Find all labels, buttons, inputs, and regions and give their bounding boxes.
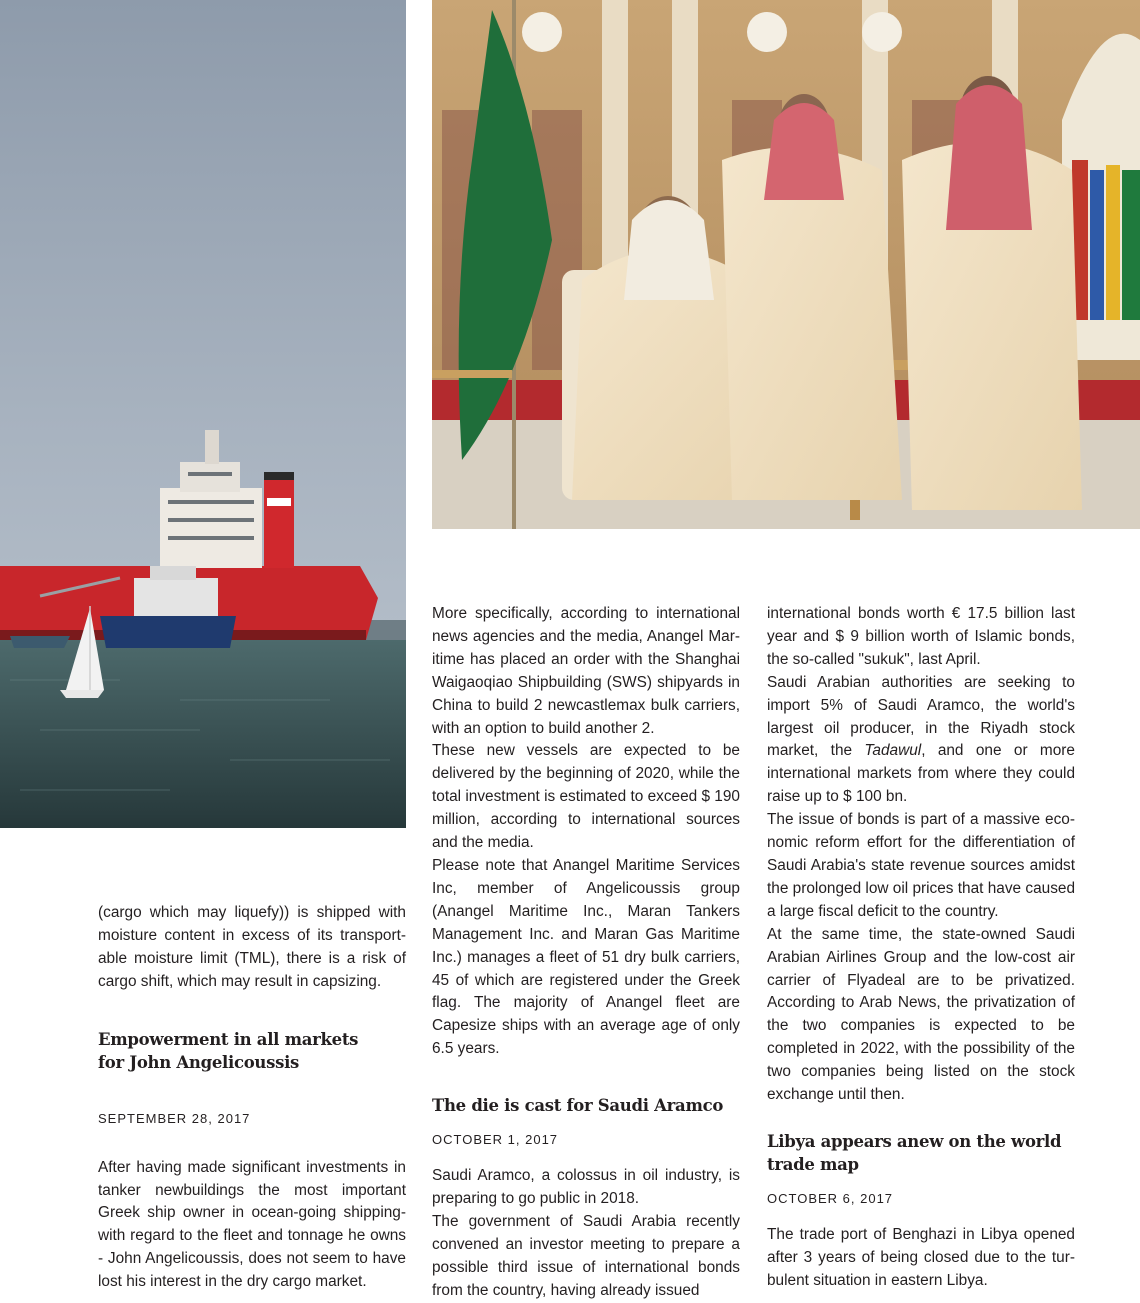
article-body-libya: The trade port of Benghazi in Libya opened after 3 years of being closed due to the turbulent situation in eastern Libya. (767, 1225, 1075, 1289)
article-date-angelicoussis: SEPTEMBER 28, 2017 (98, 1110, 251, 1126)
paragraph-aramco-bonds: The government of Saudi Arabia recently convened an investor meeting to prepare a possible third issue of international bonds from the country, having already issued (432, 1212, 740, 1299)
paragraph-order: More specifically, according to international news agencies and the media, Anangel Maritime has placed an order with the Shanghai Waigaoqiao Shipbuilding (SWS) shipyards in China to build 2 newcastlemax bulk carriers, with an option to build another 2. (432, 605, 740, 737)
tadawul-italic: Tadawul (864, 742, 922, 760)
paragraph-ipo (767, 672, 1075, 809)
paragraph-reform: The issue of bonds is part of a massive economic reform effort for the differentiation of Saudi Arabia's state revenue sources amidst the prolonged low oil prices that have caused a large fiscal deficit to the country. (767, 811, 1076, 920)
paragraph-delivery: These new vessels are expected to be delivered by the beginning of 2020, while the total investment is estimated to exceed $ 190 million, according to international sources and the media. (432, 742, 740, 852)
continued-line: cargo shift, which may result in capsizing. (98, 972, 382, 990)
title-line: trade map (767, 1154, 859, 1174)
title-line: Empowerment in all markets (98, 1029, 359, 1049)
right-text-column (767, 603, 1075, 1293)
article-body-angelicoussis: After having made significant investments in tanker newbuildings the most important Greek ship owner in ocean-going shipping- with regard to the fleet and tonnage he owns - John Angelicoussis, does not seem to have lost his interest in the dry cargo market. (98, 1158, 406, 1291)
continued-paragraph (98, 902, 406, 994)
continued-line: moisture content in excess of its transport- (98, 926, 406, 944)
article-title-libya (767, 1130, 1075, 1176)
middle-text-column (432, 603, 740, 1303)
continued-line: (cargo which may liquefy)) is shipped with (98, 904, 406, 921)
article-title-angelicoussis (98, 1028, 406, 1074)
title-line: for John Angelicoussis (98, 1052, 300, 1072)
article-date-aramco: OCTOBER 1, 2017 (432, 1132, 559, 1148)
saudi-royals-photo (432, 0, 1140, 529)
title-line: Libya appears anew on the world (767, 1131, 1062, 1151)
ipo-text-end: , and one or more international markets from where they could raise up to $ 100 bn. (767, 742, 1075, 806)
paragraph-fleet: Please note that Anangel Maritime Services Inc, member of Angelicoussis group (Anangel Maritime Inc., Maran Tankers Management Inc. and Maran Gas Maritime Inc.) manages a fleet of 51 dry bulk carriers, 45 of which are registered under the Greek flag. The majority of Anangel fleet are Capesize ships with an average age of only 6.5 years. (432, 856, 740, 1058)
paragraph-airlines: At the same time, the state-owned Saudi Arabian Airlines Group and the low-cost air carrier of Flyadeal are to be privatized. According to Arab News, the privatization of the two companies is expected to be completed in 2022, with the possibility of the two companies being listed on the stock exchange until then. (767, 925, 1075, 1104)
article-date-libya: OCTOBER 6, 2017 (767, 1190, 894, 1206)
tanker-ship-photo (0, 0, 406, 828)
paragraph-aramco-ipo: Saudi Aramco, a colossus in oil industry, is preparing to go public in 2018. (432, 1167, 740, 1208)
article-title-aramco: The die is cast for Saudi Aramco (432, 1096, 724, 1116)
continued-line: able moisture limit (TML), there is a risk of (98, 949, 406, 967)
paragraph-bonds: international bonds worth € 17.5 billion last year and $ 9 billion worth of Islamic bonds, the so-called "sukuk", last April. (767, 605, 1075, 668)
left-text-column (98, 902, 406, 1294)
ipo-text-start: Saudi Arabian authorities are seeking to import 5% of Saudi Aramco, the world's largest oil producer, in the Riyadh stock market, the (767, 673, 1075, 760)
